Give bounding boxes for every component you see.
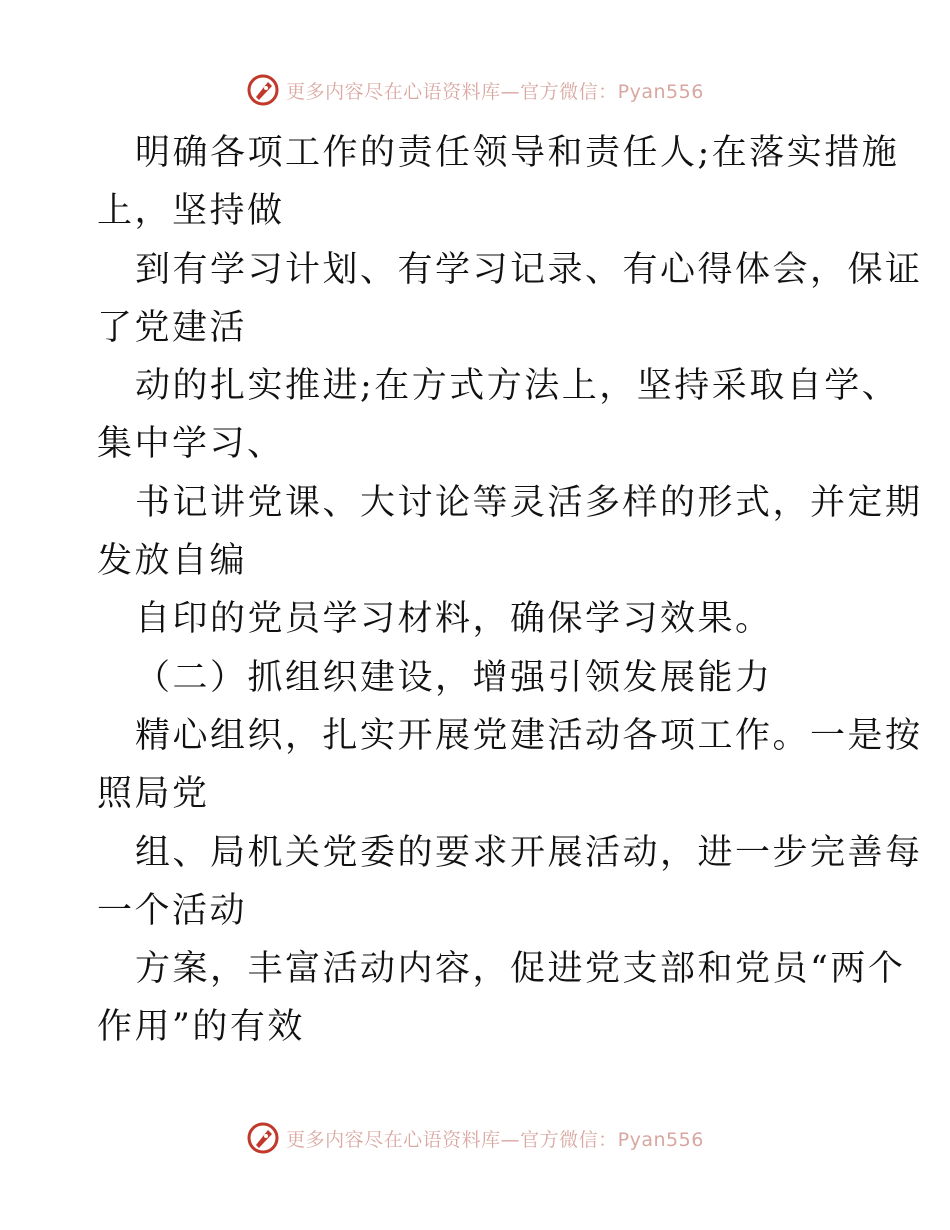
text-line: 到有学习计划、有学习记录、有心得体会，保证: [135, 249, 923, 290]
document-body: [97, 124, 923, 1057]
section-heading: （二）抓组织建设，增强引领发展能力: [135, 657, 773, 698]
pen-nib-logo-icon: [246, 73, 280, 107]
watermark-text: 更多内容尽在心语资料库—官方微信：Pyan556: [286, 80, 704, 103]
text-line: 动的扎实推进;在方式方法上，坚持采取自学、: [135, 366, 900, 407]
text-line: 集中学习、: [97, 424, 285, 465]
text-line: 方案，丰富活动内容，促进党支部和党员“两个: [135, 949, 906, 990]
text-line: 一个活动: [97, 890, 248, 931]
text-line: 上，坚持做: [97, 191, 285, 232]
header-watermark: [0, 70, 950, 110]
text-line: 自印的党员学习材料，确保学习效果。: [135, 599, 773, 640]
text-line: 发放自编: [97, 541, 248, 582]
text-line: 明确各项工作的责任领导和责任人;在落实措施: [135, 133, 900, 173]
text-line: 照局党: [97, 774, 210, 815]
text-line: 组、局机关党委的要求开展活动，进一步完善每: [135, 832, 923, 873]
footer-watermark: [0, 1118, 950, 1158]
text-line: 精心组织，扎实开展党建活动各项工作。一是按: [135, 715, 923, 756]
pen-nib-logo-icon: [246, 1121, 280, 1155]
text-line: 书记讲党课、大讨论等灵活多样的形式，并定期: [135, 482, 923, 523]
text-line: 作用”的有效: [97, 1007, 305, 1048]
watermark-text: 更多内容尽在心语资料库—官方微信：Pyan556: [286, 1128, 704, 1151]
text-line: 了党建活: [97, 307, 248, 348]
